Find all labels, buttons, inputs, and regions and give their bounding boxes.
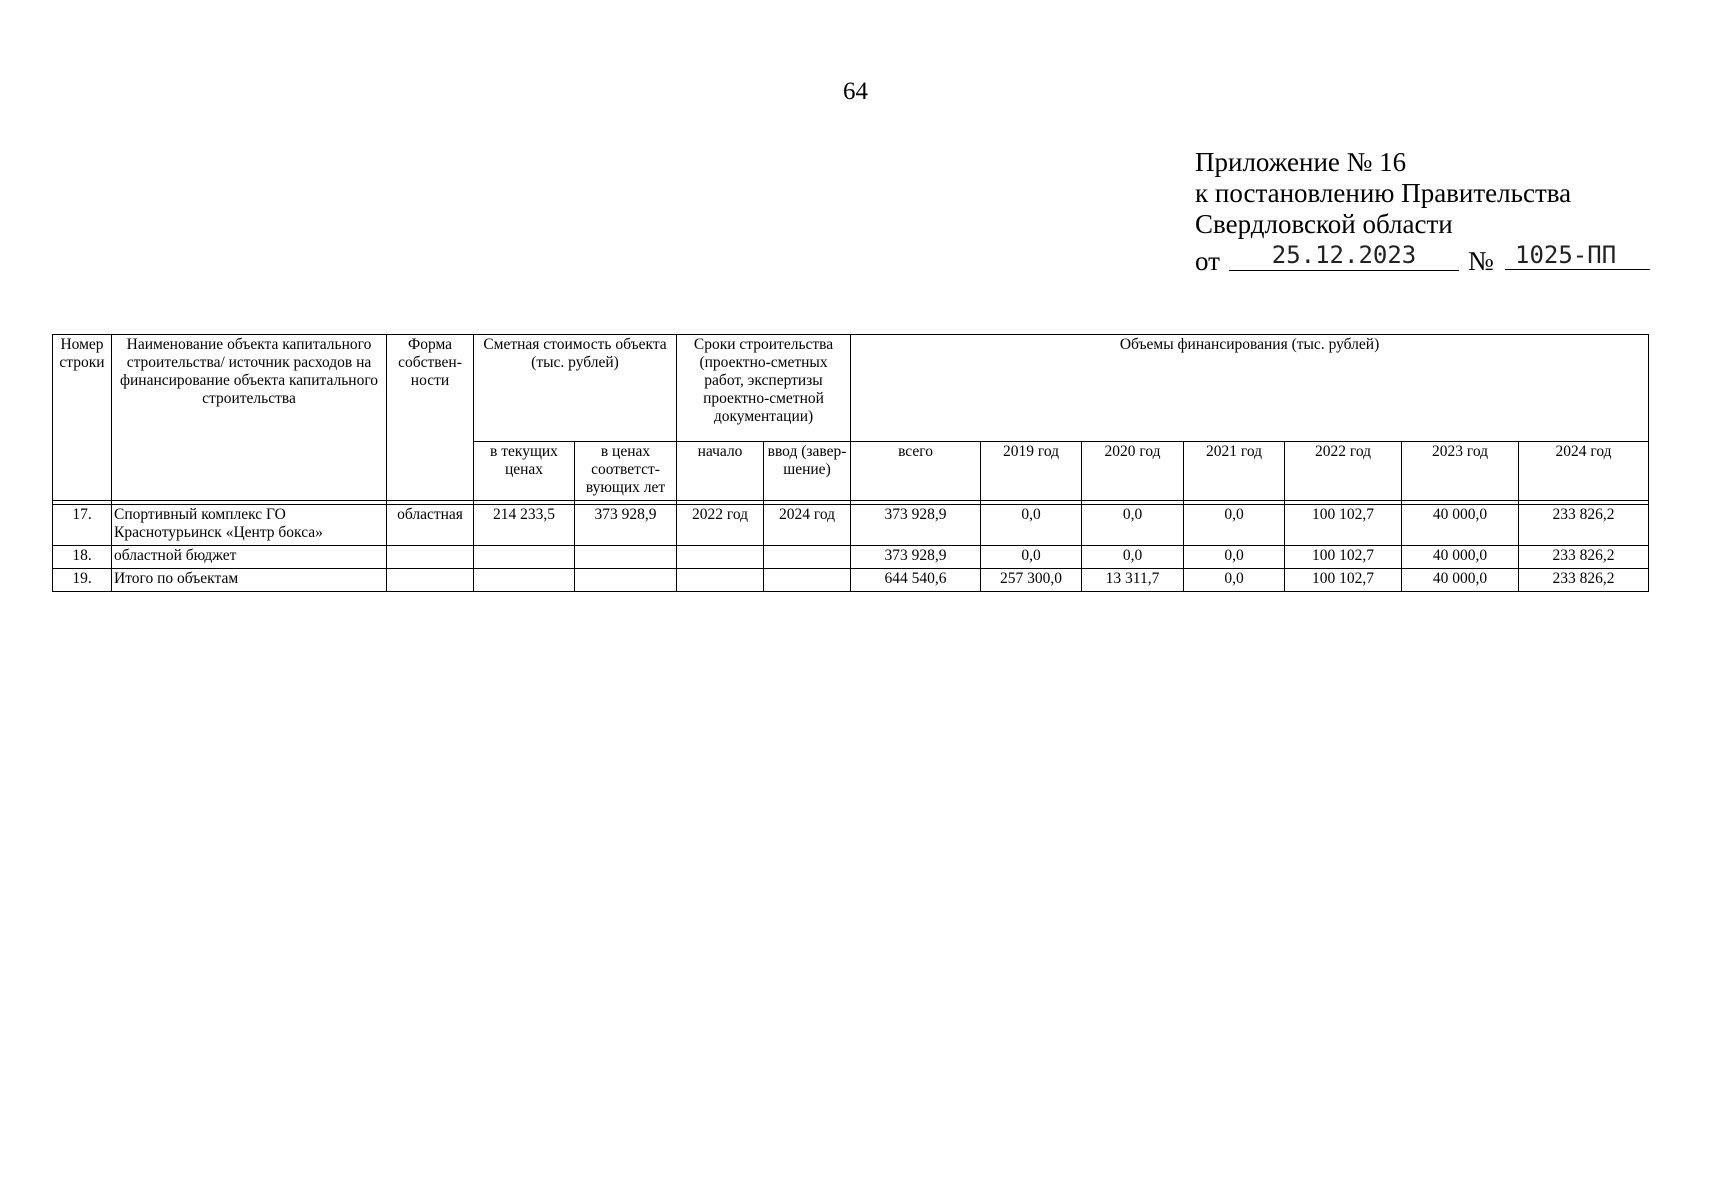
appendix-header [1195,147,1617,276]
header-construction-period: Сроки строительства (проектно-сметных работ, экспертизы проектно-сметной документации) [677,335,851,442]
start [677,569,764,592]
cost-years [575,569,677,592]
header-2024: 2024 год [1519,442,1649,501]
header-ownership: Форма собствен-ности [387,335,474,501]
ownership [387,546,474,569]
appendix-line-2: к постановлению Правительства [1195,178,1572,208]
header-cost-current: в текущих ценах [474,442,575,501]
header-2019: 2019 год [981,442,1082,501]
row-number: 17. [53,505,112,546]
start: 2022 год [677,505,764,546]
header-2023: 2023 год [1402,442,1519,501]
value-2020: 0,0 [1082,505,1184,546]
date-prefix: от [1195,246,1220,276]
value-2019: 0,0 [981,505,1082,546]
header-object-name: Наименование объекта капитального строительства/ источник расходов на финансирование объекта капитального строительства [112,335,387,501]
object-name: Итого по объектам [112,569,387,592]
completion [764,546,851,569]
completion: 2024 год [764,505,851,546]
object-name: Спортивный комплекс ГО Краснотурьинск «Центр бокса» [112,505,387,546]
value-2024: 233 826,2 [1519,546,1649,569]
value-2021: 0,0 [1184,569,1285,592]
resolution-number: 1025-ПП [1505,240,1650,270]
header-row-number: Номер строки [53,335,112,501]
value-2024: 233 826,2 [1519,505,1649,546]
value-2022: 100 102,7 [1285,569,1402,592]
total: 373 928,9 [851,546,981,569]
value-2023: 40 000,0 [1402,546,1519,569]
total: 644 540,6 [851,569,981,592]
ownership: областная [387,505,474,546]
header-row-1 [53,335,1649,442]
appendix-title: Приложение № 16 [1195,147,1407,177]
total: 373 928,9 [851,505,981,546]
cost-years [575,546,677,569]
value-2019: 0,0 [981,546,1082,569]
appendix-line-3: Свердловской области [1195,209,1453,239]
header-2022: 2022 год [1285,442,1402,501]
value-2023: 40 000,0 [1402,569,1519,592]
value-2024: 233 826,2 [1519,569,1649,592]
financing-table [52,334,1649,592]
header-completion: ввод (завер-шение) [764,442,851,501]
table-row [53,569,1649,592]
header-2021: 2021 год [1184,442,1285,501]
value-2022: 100 102,7 [1285,505,1402,546]
cost-current: 214 233,5 [474,505,575,546]
value-2021: 0,0 [1184,505,1285,546]
value-2021: 0,0 [1184,546,1285,569]
cost-years: 373 928,9 [575,505,677,546]
start [677,546,764,569]
cost-current [474,546,575,569]
value-2022: 100 102,7 [1285,546,1402,569]
table-row [53,505,1649,546]
row-number: 19. [53,569,112,592]
number-prefix: № [1468,246,1494,276]
header-estimated-cost: Сметная стоимость объекта (тыс. рублей) [474,335,677,442]
row-number: 18. [53,546,112,569]
resolution-date-number [1195,240,1617,276]
header-total: всего [851,442,981,501]
header-start: начало [677,442,764,501]
header-2020: 2020 год [1082,442,1184,501]
value-2020: 13 311,7 [1082,569,1184,592]
value-2023: 40 000,0 [1402,505,1519,546]
value-2020: 0,0 [1082,546,1184,569]
header-cost-years: в ценах соответст-вующих лет [575,442,677,501]
object-name: областной бюджет [112,546,387,569]
table-row [53,546,1649,569]
cost-current [474,569,575,592]
header-financing: Объемы финансирования (тыс. рублей) [851,335,1649,442]
ownership [387,569,474,592]
resolution-date: 25.12.2023 [1229,240,1459,271]
completion [764,569,851,592]
page-number: 64 [843,78,868,105]
value-2019: 257 300,0 [981,569,1082,592]
